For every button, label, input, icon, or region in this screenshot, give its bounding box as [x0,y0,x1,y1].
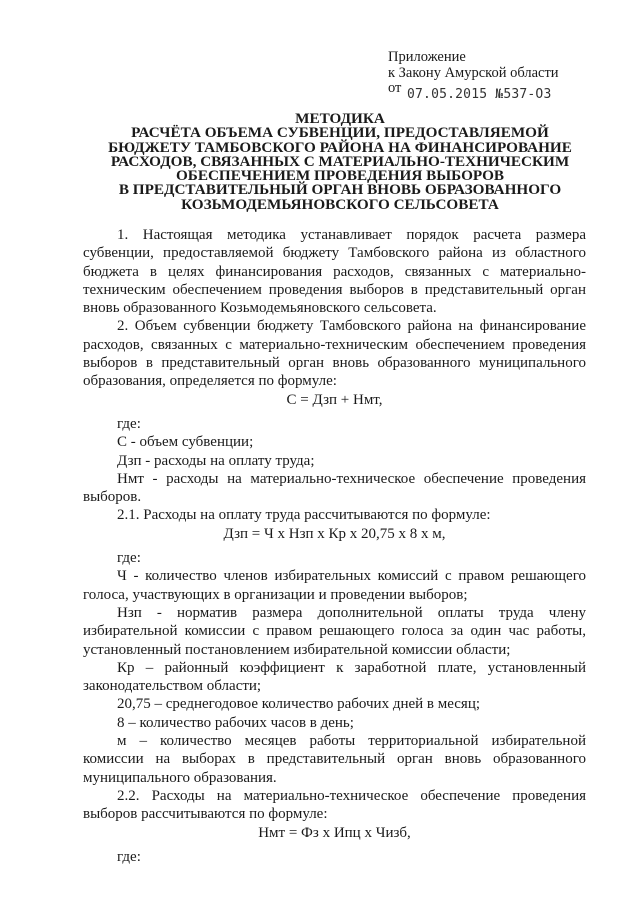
where-label: где: [117,550,141,567]
definition-dzp: Дзп - расходы на оплату труда; [117,452,315,469]
title-line: РАСХОДОВ, СВЯЗАННЫХ С МАТЕРИАЛЬНО-ТЕХНИЧЕСКИМ [110,152,570,170]
formula-labor: Дзп = Ч х Нзп х Кр х 20,75 х 8 х м, [223,525,446,542]
title-line: В ПРЕДСТАВИТЕЛЬНЫЙ ОРГАН ВНОВЬ ОБРАЗОВАННОГО [118,181,562,199]
title-line: МЕТОДИКА [295,110,385,127]
paragraph-2-2: 2.2. Расходы на материально-техническое обеспечение проведения выборов рассчитываются по формуле: [83,787,586,823]
title-line: ОБЕСПЕЧЕНИЕМ ПРОВЕДЕНИЯ ВЫБОРОВ [175,167,505,185]
appendix-date-prefix: от [388,80,402,96]
definition-m: м – количество месяцев работы территориальной избирательной комиссии на выборах в представительный орган вновь образованного муниципального образования. [83,733,586,786]
definition-kr: Кр – районный коэффициент к заработной плате, установленный законодательством области; [83,659,586,695]
where-label: где: [117,415,141,432]
appendix-law-ref: к Закону Амурской области [388,64,559,81]
title-line: БЮДЖЕТУ ТАМБОВСКОГО РАЙОНА НА ФИНАНСИРОВАНИЕ [108,138,572,156]
title-line: КОЗЬМОДЕМЬЯНОВСКОГО СЕЛЬСОВЕТА [181,195,499,213]
paragraph-1: 1. Настоящая методика устанавливает порядок расчета размера субвенции, предоставляемой бюджету Тамбовского района из областного бюджета в целях финансирования расходов, связанных с материально-техническим обеспечением проведения выборов в представительный орган вновь образованного Козьмодемьяновского сельсовета. [83,227,586,317]
definition-nzp: Нзп - норматив размера дополнительной оплаты труда члену избирательной комиссии с правом решающего голоса за один час работы, установленный постановлением избирательной комиссии области; [83,604,586,658]
title-line: РАСЧЁТА ОБЪЕМА СУБВЕНЦИИ, ПРЕДОСТАВЛЯЕМОЙ [131,124,549,142]
document-title [90,112,590,212]
definition-c: С - объем субвенции; [117,434,254,451]
registration-stamp: 07.05.2015 №537-ОЗ [407,87,552,102]
formula-total: С = Дзп + Нмт, [286,391,383,408]
definition-8: 8 – количество рабочих часов в день; [117,714,354,731]
document-body [83,226,586,866]
paragraph-2: 2. Объем субвенции бюджету Тамбовского района на финансирование расходов, связанных с материально-техническим обеспечением проведения выборов в представительный орган вновь образованного муниципального образования, определяется по формуле: [83,318,586,390]
definition-nmt: Нмт - расходы на материально-техническое обеспечение проведения выборов. [83,470,586,506]
paragraph-2-1: 2.1. Расходы на оплату труда рассчитываются по формуле: [117,507,491,524]
definition-2075: 20,75 – среднегодовое количество рабочих дней в месяц; [117,696,481,713]
formula-material: Нмт = Фз х Ипц х Чизб, [258,824,411,841]
appendix-label: Приложение [388,49,466,65]
definition-ch: Ч - количество членов избирательных комиссий с правом решающего голоса, участвующих в организации и проведении выборов; [83,568,586,603]
where-label: где: [117,848,141,865]
